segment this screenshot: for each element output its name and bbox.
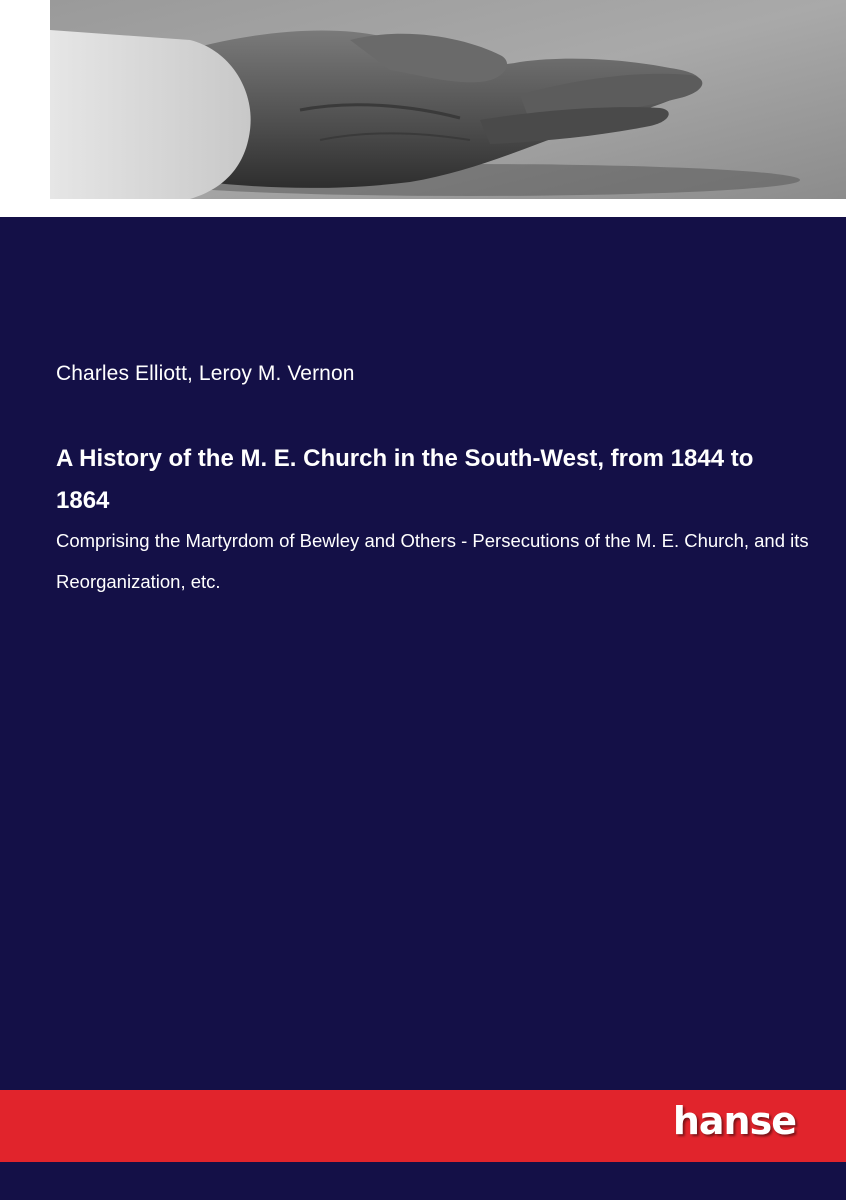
- publisher-logo: hanse: [672, 1099, 796, 1143]
- hand-photo: [50, 0, 846, 199]
- book-subtitle: Comprising the Martyrdom of Bewley and Others - Persecutions of the M. E. Church, and its Reorganization, etc.: [56, 530, 809, 592]
- book-title: A History of the M. E. Church in the South-West, from 1844 to 1864: [56, 445, 754, 514]
- bottom-navy-band: [0, 1162, 846, 1200]
- author-names: Charles Elliott, Leroy M. Vernon: [56, 362, 355, 385]
